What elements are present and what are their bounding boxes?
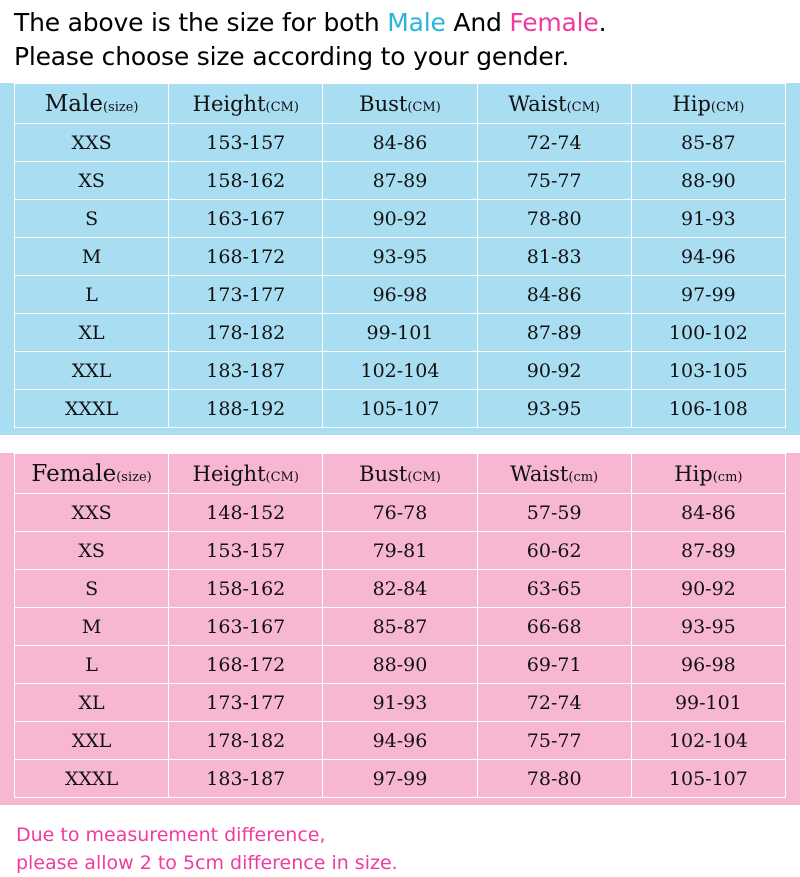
female-cell-hip: 93-95 xyxy=(631,608,785,646)
male-cell-waist: 78-80 xyxy=(477,200,631,238)
female-cell-bust: 82-84 xyxy=(323,570,477,608)
female-header-label-waist: Waist xyxy=(510,461,569,486)
header-text-part-1: The above is the size for both xyxy=(14,8,388,37)
table-row xyxy=(15,494,786,532)
female-cell-size: XXL xyxy=(15,722,169,760)
female-cell-hip: 87-89 xyxy=(631,532,785,570)
male-header-cell-size xyxy=(15,84,169,124)
male-cell-size: XS xyxy=(15,162,169,200)
male-header-cell-height xyxy=(169,84,323,124)
male-cell-size: S xyxy=(15,200,169,238)
male-header-label-height: Height xyxy=(192,91,266,116)
male-header-label-bust: Bust xyxy=(359,91,408,116)
male-cell-height: 173-177 xyxy=(169,276,323,314)
female-header-unit-size: (size) xyxy=(116,469,152,485)
female-cell-hip: 90-92 xyxy=(631,570,785,608)
female-header-label-hip: Hip xyxy=(674,461,713,486)
header-text-part-3: . xyxy=(598,8,607,37)
female-cell-height: 148-152 xyxy=(169,494,323,532)
female-cell-waist: 78-80 xyxy=(477,760,631,798)
male-cell-hip: 91-93 xyxy=(631,200,785,238)
table-row xyxy=(15,532,786,570)
female-cell-waist: 57-59 xyxy=(477,494,631,532)
female-header-cell-size xyxy=(15,454,169,494)
male-cell-hip: 106-108 xyxy=(631,390,785,428)
male-cell-hip: 97-99 xyxy=(631,276,785,314)
measurement-note xyxy=(16,821,800,877)
male-cell-bust: 102-104 xyxy=(323,352,477,390)
male-cell-bust: 84-86 xyxy=(323,124,477,162)
male-header-label-hip: Hip xyxy=(672,91,711,116)
female-cell-size: XS xyxy=(15,532,169,570)
female-cell-bust: 88-90 xyxy=(323,646,477,684)
female-header-cell-waist xyxy=(477,454,631,494)
female-cell-bust: 79-81 xyxy=(323,532,477,570)
female-header-cell-hip xyxy=(631,454,785,494)
female-cell-height: 158-162 xyxy=(169,570,323,608)
male-cell-bust: 96-98 xyxy=(323,276,477,314)
female-cell-waist: 60-62 xyxy=(477,532,631,570)
female-cell-waist: 69-71 xyxy=(477,646,631,684)
female-cell-height: 163-167 xyxy=(169,608,323,646)
female-cell-waist: 66-68 xyxy=(477,608,631,646)
table-row xyxy=(15,646,786,684)
female-table-body xyxy=(15,494,786,798)
male-header-label-size: Male xyxy=(44,90,103,117)
male-cell-bust: 93-95 xyxy=(323,238,477,276)
male-cell-size: XXS xyxy=(15,124,169,162)
header-line-2: Please choose size according to your gender. xyxy=(14,42,570,71)
female-cell-size: XXXL xyxy=(15,760,169,798)
female-cell-bust: 94-96 xyxy=(323,722,477,760)
female-cell-height: 168-172 xyxy=(169,646,323,684)
male-table-head xyxy=(15,84,786,124)
male-header-cell-waist xyxy=(477,84,631,124)
section-divider xyxy=(0,435,800,445)
female-cell-size: L xyxy=(15,646,169,684)
male-header-unit-bust: (CM) xyxy=(407,99,441,115)
male-cell-height: 168-172 xyxy=(169,238,323,276)
female-cell-hip: 102-104 xyxy=(631,722,785,760)
table-row xyxy=(15,352,786,390)
male-header-unit-hip: (CM) xyxy=(710,99,745,115)
male-cell-height: 183-187 xyxy=(169,352,323,390)
male-cell-hip: 100-102 xyxy=(631,314,785,352)
table-row xyxy=(15,314,786,352)
header-line-1 xyxy=(14,6,786,40)
male-section xyxy=(0,83,800,435)
male-cell-waist: 81-83 xyxy=(477,238,631,276)
male-cell-height: 158-162 xyxy=(169,162,323,200)
female-cell-hip: 84-86 xyxy=(631,494,785,532)
male-header-cell-hip xyxy=(631,84,785,124)
table-row xyxy=(15,608,786,646)
male-cell-waist: 87-89 xyxy=(477,314,631,352)
male-cell-hip: 85-87 xyxy=(631,124,785,162)
female-header-label-height: Height xyxy=(192,461,266,486)
male-header-label-waist: Waist xyxy=(508,91,567,116)
female-cell-bust: 91-93 xyxy=(323,684,477,722)
female-cell-height: 183-187 xyxy=(169,760,323,798)
male-header-unit-height: (CM) xyxy=(265,99,299,115)
male-table-body xyxy=(15,124,786,428)
female-cell-waist: 72-74 xyxy=(477,684,631,722)
female-cell-waist: 63-65 xyxy=(477,570,631,608)
male-cell-waist: 93-95 xyxy=(477,390,631,428)
header-male-word: Male xyxy=(387,8,446,37)
table-row xyxy=(15,200,786,238)
table-row xyxy=(15,162,786,200)
female-cell-bust: 97-99 xyxy=(323,760,477,798)
female-cell-size: M xyxy=(15,608,169,646)
male-cell-waist: 84-86 xyxy=(477,276,631,314)
male-cell-size: XL xyxy=(15,314,169,352)
female-cell-size: S xyxy=(15,570,169,608)
male-cell-bust: 87-89 xyxy=(323,162,477,200)
male-cell-hip: 103-105 xyxy=(631,352,785,390)
female-header-cell-height xyxy=(169,454,323,494)
female-cell-height: 178-182 xyxy=(169,722,323,760)
female-cell-size: XXS xyxy=(15,494,169,532)
female-table-wrap xyxy=(14,453,786,798)
female-cell-bust: 76-78 xyxy=(323,494,477,532)
female-header-unit-waist: (cm) xyxy=(568,469,599,485)
header-instructions xyxy=(0,0,800,74)
header-text-part-2: And xyxy=(445,8,510,37)
male-header-unit-waist: (CM) xyxy=(566,99,600,115)
table-row xyxy=(15,124,786,162)
male-size-table xyxy=(14,83,786,428)
male-cell-waist: 72-74 xyxy=(477,124,631,162)
male-table-wrap xyxy=(14,83,786,428)
male-cell-height: 188-192 xyxy=(169,390,323,428)
table-row xyxy=(15,570,786,608)
male-cell-size: M xyxy=(15,238,169,276)
header-female-word: Female xyxy=(509,8,599,37)
note-line-1: Due to measurement difference, xyxy=(16,824,326,846)
female-cell-hip: 105-107 xyxy=(631,760,785,798)
female-cell-size: XL xyxy=(15,684,169,722)
table-row xyxy=(15,722,786,760)
male-cell-waist: 90-92 xyxy=(477,352,631,390)
female-header-unit-hip: (cm) xyxy=(712,469,743,485)
female-header-label-bust: Bust xyxy=(359,461,408,486)
female-cell-hip: 99-101 xyxy=(631,684,785,722)
female-cell-height: 153-157 xyxy=(169,532,323,570)
female-size-table xyxy=(14,453,786,798)
table-row xyxy=(15,390,786,428)
female-cell-waist: 75-77 xyxy=(477,722,631,760)
female-header-label-size: Female xyxy=(31,460,117,487)
male-cell-height: 163-167 xyxy=(169,200,323,238)
male-header-cell-bust xyxy=(323,84,477,124)
male-cell-bust: 90-92 xyxy=(323,200,477,238)
male-header-unit-size: (size) xyxy=(102,99,139,115)
female-header-unit-bust: (CM) xyxy=(407,469,441,485)
male-cell-size: XXXL xyxy=(15,390,169,428)
table-row xyxy=(15,276,786,314)
note-line-2: please allow 2 to 5cm difference in size. xyxy=(16,852,398,874)
female-header-cell-bust xyxy=(323,454,477,494)
female-cell-height: 173-177 xyxy=(169,684,323,722)
male-cell-height: 153-157 xyxy=(169,124,323,162)
male-header-row xyxy=(15,84,786,124)
male-cell-size: L xyxy=(15,276,169,314)
table-row xyxy=(15,684,786,722)
table-row xyxy=(15,238,786,276)
female-table-head xyxy=(15,454,786,494)
female-cell-bust: 85-87 xyxy=(323,608,477,646)
male-cell-size: XXL xyxy=(15,352,169,390)
male-cell-waist: 75-77 xyxy=(477,162,631,200)
male-cell-bust: 99-101 xyxy=(323,314,477,352)
male-cell-bust: 105-107 xyxy=(323,390,477,428)
male-cell-hip: 94-96 xyxy=(631,238,785,276)
male-cell-height: 178-182 xyxy=(169,314,323,352)
female-section xyxy=(0,453,800,805)
female-cell-hip: 96-98 xyxy=(631,646,785,684)
male-cell-hip: 88-90 xyxy=(631,162,785,200)
table-row xyxy=(15,760,786,798)
female-header-unit-height: (CM) xyxy=(265,469,299,485)
female-header-row xyxy=(15,454,786,494)
